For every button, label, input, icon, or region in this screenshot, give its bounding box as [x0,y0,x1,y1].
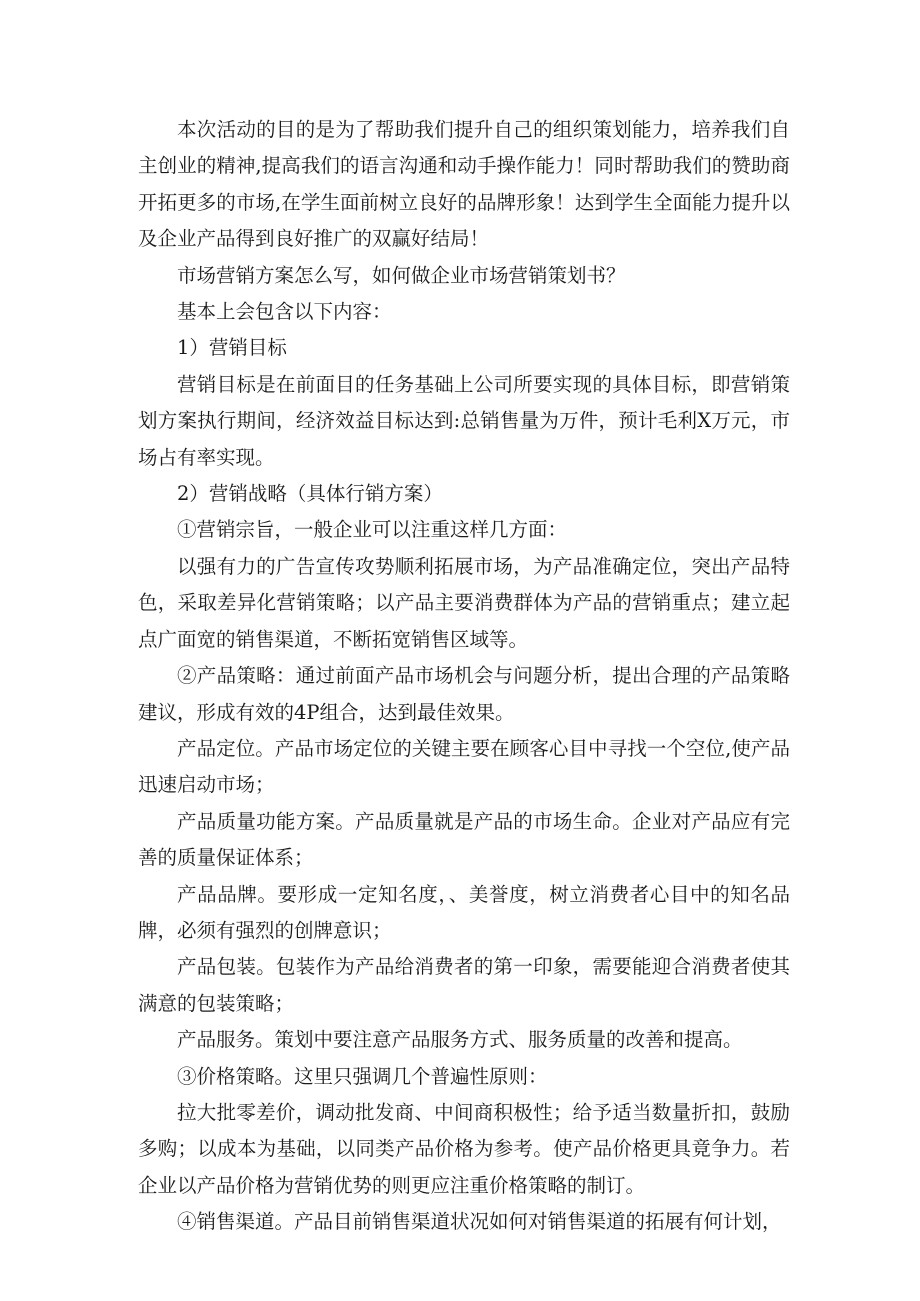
paragraph-price-principles: 拉大批零差价，调动批发商、中间商积极性；给予适当数量折扣，鼓励多购；以成本为基础，以同类产品价格为参考。使产品价格更具竟争力。若企业以产品价格为营销优势的则更应注重价格策略的制订。 [138,1100,790,1197]
paragraph-product-packaging: 产品包装。包装作为产品给消费者的第一印象，需要能迎合消费者使其满意的包装策略； [138,955,790,1015]
document-body [138,112,790,1241]
paragraph-product-service: 产品服务。策划中要注意产品服务方式、服务质量的改善和提高。 [177,1028,743,1052]
item-product-strategy: ②产品策略：通过前面产品市场机会与问题分析，提出合理的产品策略建议，形成有效的4P组合，达到最佳效果。 [138,664,790,724]
paragraph-purpose: 本次活动的目的是为了帮助我们提升自己的组织策划能力，培养我们自主创业的精神,提高我们的语言沟通和动手操作能力！同时帮助我们的赞助商开拓更多的市场,在学生面前树立良好的品牌形象！达到学生全面能力提升以及企业产品得到良好推广的双赢好结局！ [138,118,790,251]
paragraph-marketing-purpose: 以强有力的广告宣传攻势顺利拓展市场，为产品准确定位，突出产品特色，采取差异化营销策略；以产品主要消费群体为产品的营销重点；建立起点广面宽的销售渠道，不断拓宽销售区域等。 [138,554,790,651]
paragraph-product-positioning: 产品定位。产品市场定位的关键主要在顾客心目中寻找一个空位,使产品迅速启动市场； [138,736,790,797]
paragraph-question: 市场营销方案怎么写，如何做企业市场营销策划书？ [177,263,626,287]
item-sales-channel: ④销售渠道。产品目前销售渠道状况如何对销售渠道的拓展有何计划， [177,1210,782,1234]
paragraph-intro: 基本上会包含以下内容： [177,300,392,324]
item-marketing-purpose: ①营销宗旨，一般企业可以注重这样几方面： [177,518,568,542]
paragraph-product-brand: 产品品牌。要形成一定知名度，、美誉度，树立消费者心目中的知名品牌，必须有强烈的创牌意识； [138,882,790,942]
item-price-strategy: ③价格策略。这里只强调几个普遍性原则： [177,1064,548,1088]
paragraph-product-quality: 产品质量功能方案。产品质量就是产品的市场生命。企业对产品应有完善的质量保证体系； [138,809,790,870]
heading-marketing-goal: 1）营销目标 [177,336,287,360]
heading-marketing-strategy: 2）营销战略（具体行销方案） [177,482,443,506]
paragraph-marketing-goal: 营销目标是在前面目的任务基础上公司所要实现的具体目标，即营销策划方案执行期间，经济效益目标达到:总销售量为万件，预计毛利X万元，市场占有率实现。 [138,372,790,469]
